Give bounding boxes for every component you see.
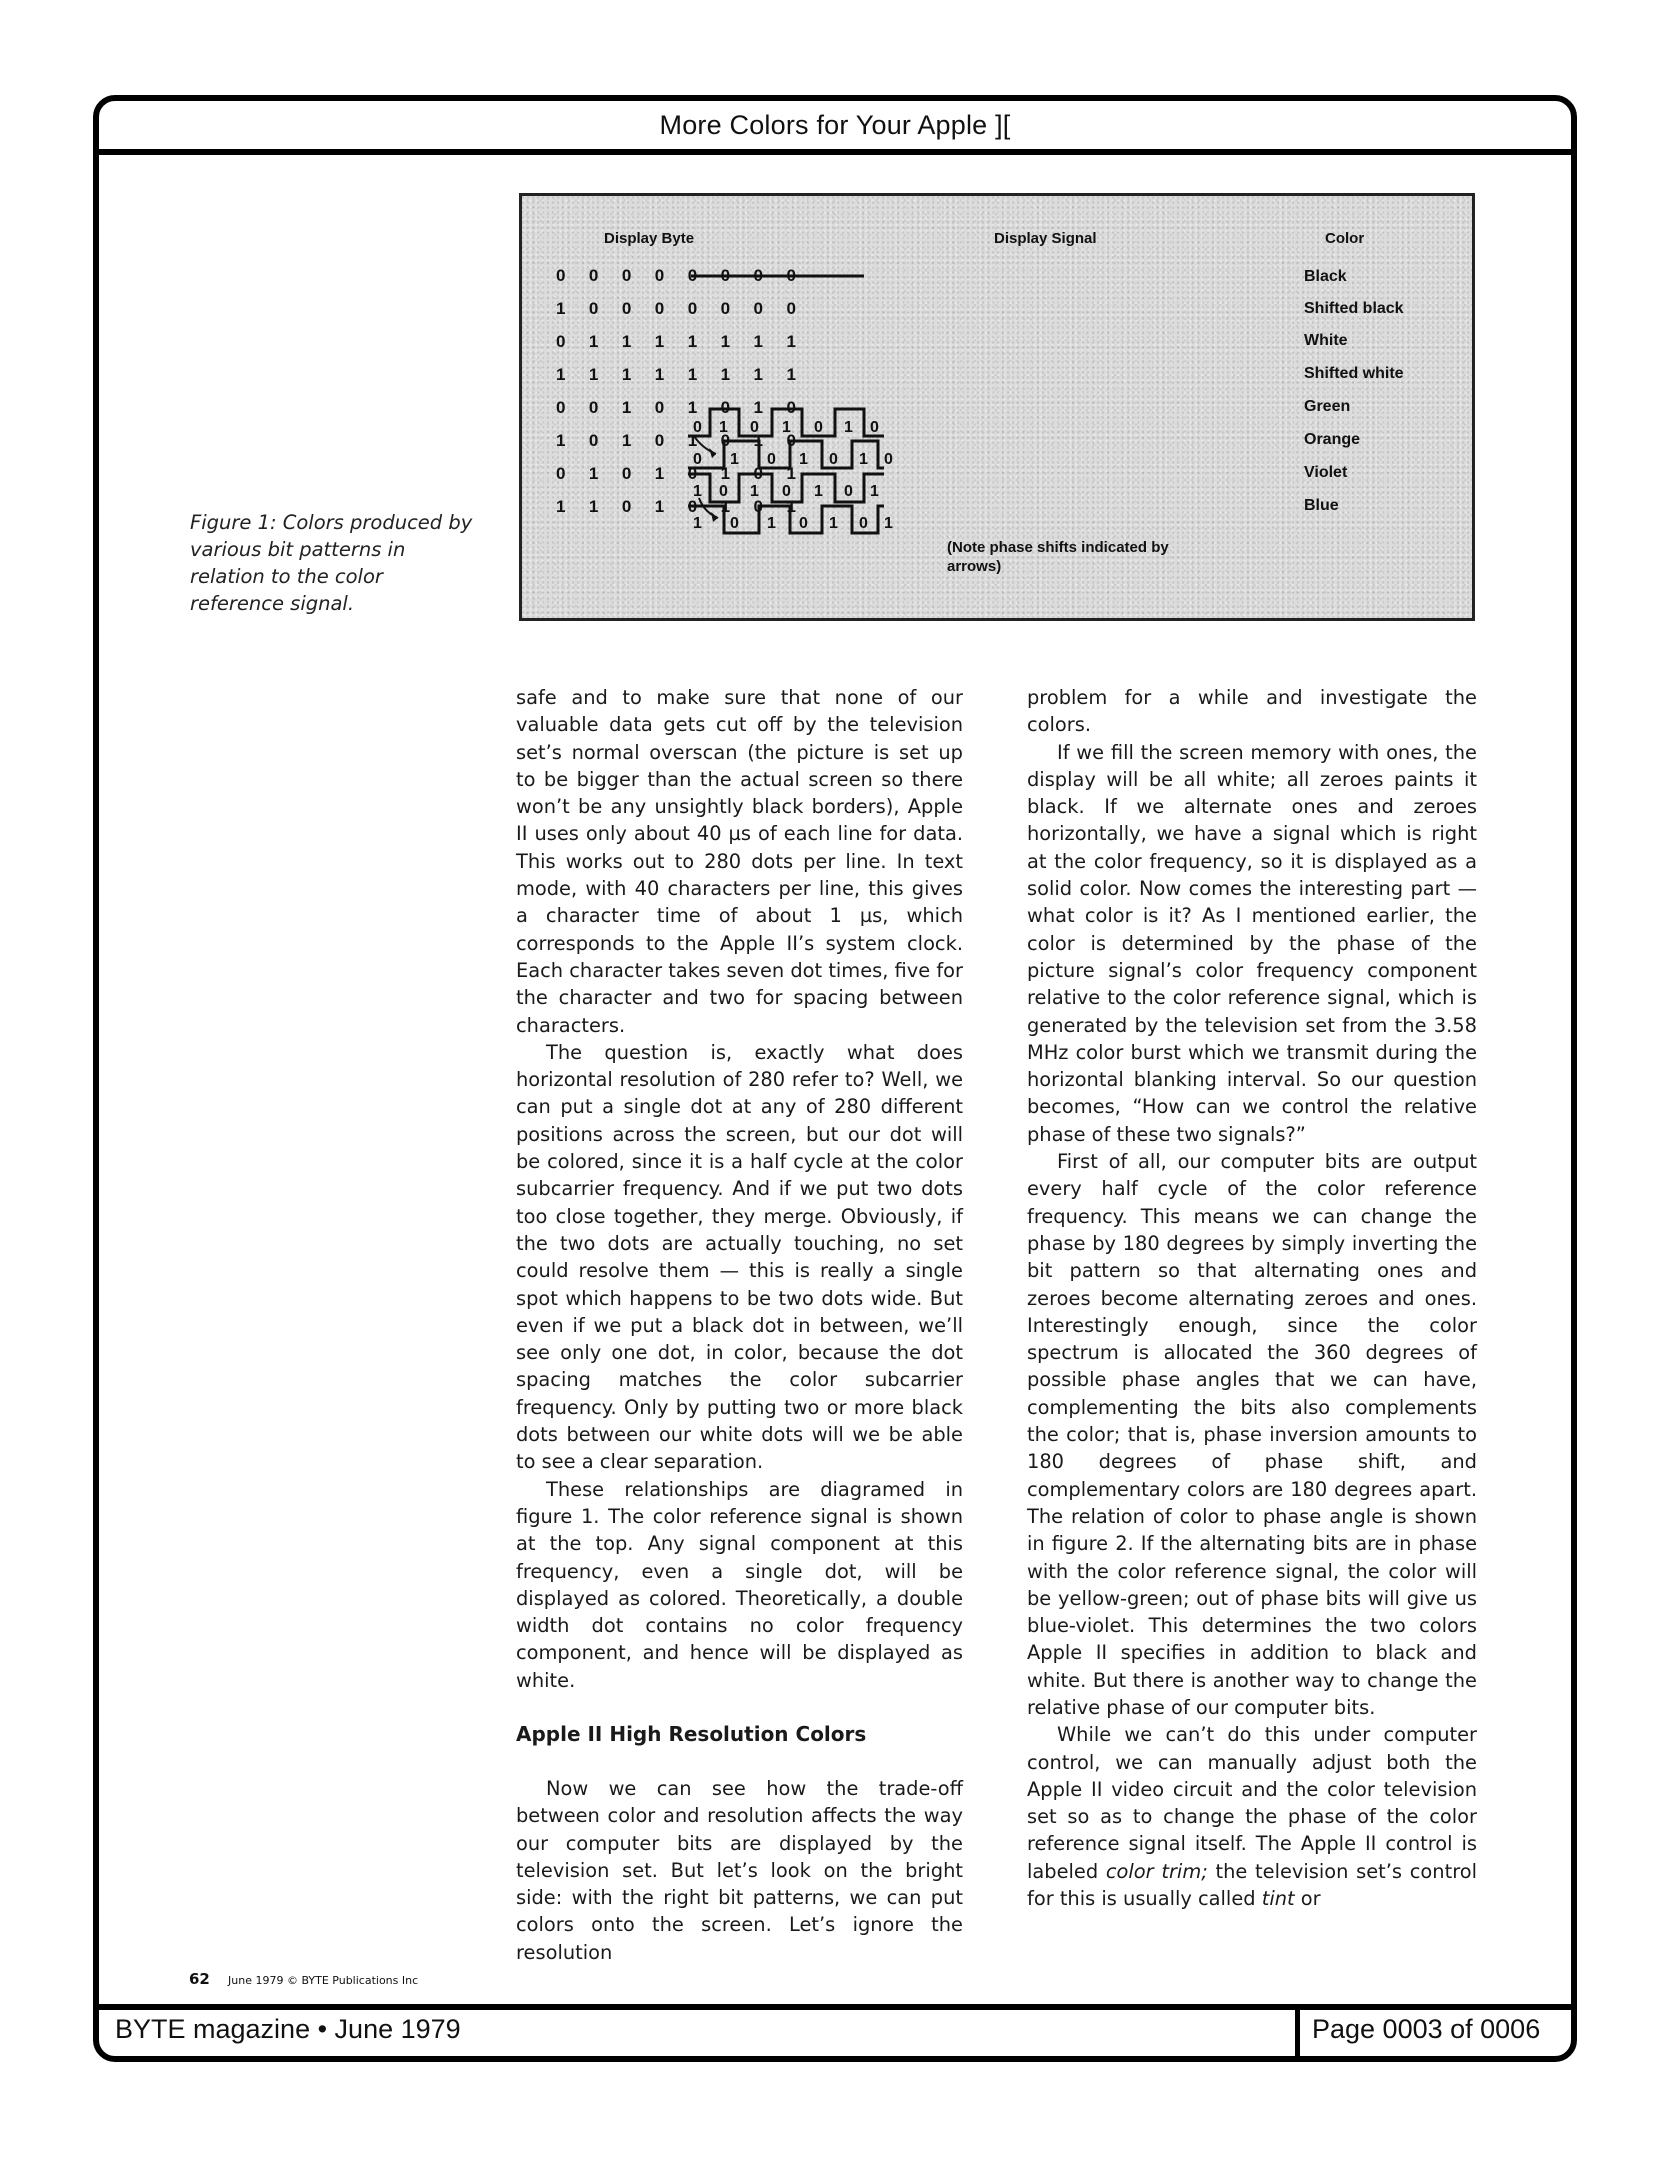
color-label-shifted-black: Shifted black xyxy=(1304,300,1404,317)
svg-text:1: 1 xyxy=(767,515,776,532)
paragraph: problem for a while and investigate the colors. xyxy=(1027,686,1477,737)
bit-row: 1 0 1 0 1 0 1 0 xyxy=(556,431,796,450)
svg-text:0: 0 xyxy=(693,419,702,436)
bit-row: 0 0 0 0 0 0 0 0 xyxy=(556,266,796,285)
paragraph: Now we can see how the trade-off between color and resolution affects the way our computer bits are displayed by the television set. But let’s look on the bright side: with the right bit patterns, we can put colors onto the screen. Let’s ignore the resolution xyxy=(516,1776,963,1964)
paragraph: safe and to make sure that none of our valuable data gets cut off by the television set’s normal overscan (the picture is set up to be bigger than the actual screen so there won’t be any unsightly black borders), Apple II uses only about 40 µs of each line for data. This works out to 280 dots per line. In text mode, with 40 characters per line, this gives a character time of about 1 µs, which corresponds to the Apple II’s system clock. Each character takes seven dot times, five for the character and two for spacing between characters. xyxy=(516,686,963,1037)
svg-text:0: 0 xyxy=(814,419,823,436)
figure-1 xyxy=(519,193,1475,621)
svg-text:1: 1 xyxy=(750,483,759,500)
header-band xyxy=(99,101,1571,155)
svg-text:0: 0 xyxy=(844,483,853,500)
publication-label: BYTE magazine • June 1979 xyxy=(115,2014,461,2044)
svg-text:0: 0 xyxy=(693,451,702,468)
page-indicator: Page 0003 of 0006 xyxy=(1312,2014,1541,2044)
bit-row: 1 1 1 1 1 1 1 1 xyxy=(556,365,796,384)
figure-note: (Note phase shifts indicated by arrows) xyxy=(947,539,1169,575)
color-label-blue: Blue xyxy=(1304,497,1339,514)
svg-text:1: 1 xyxy=(859,451,868,468)
footer-band xyxy=(99,2004,1571,2056)
svg-text:0: 0 xyxy=(870,419,879,436)
svg-text:1: 1 xyxy=(844,419,853,436)
folio xyxy=(189,1970,418,1988)
svg-text:0: 0 xyxy=(859,515,868,532)
svg-text:1: 1 xyxy=(829,515,838,532)
bit-row: 1 1 0 1 0 1 0 1 xyxy=(556,497,796,516)
svg-text:0: 0 xyxy=(782,483,791,500)
svg-text:1: 1 xyxy=(719,419,728,436)
svg-text:0: 0 xyxy=(719,483,728,500)
copyright-credit: June 1979 © BYTE Publications Inc xyxy=(228,1974,419,1987)
figure-header-display-signal: Display Signal xyxy=(994,230,1097,247)
paragraph: If we fill the screen memory with ones, the display will be all white; all zeroes paints it black. If we alternate ones and zeroes horizontally, we have a signal which is right at the color frequency, so it is displayed as a solid color. Now comes the interesting part — what color is it? As I mentioned earlier, the color is determined by the phase of the picture signal’s color frequency component relative to the color reference signal, which is generated by the television set from the 3.58 MHz color burst which we transmit during the horizontal blanking interval. So our question becomes, “How can we control the relative phase of these two signals?” xyxy=(1027,740,1477,1146)
svg-text:0: 0 xyxy=(767,451,776,468)
article-column-left xyxy=(516,684,963,1966)
bit-row: 0 1 0 1 0 1 0 1 xyxy=(556,464,796,483)
svg-text:1: 1 xyxy=(693,483,702,500)
footer-divider xyxy=(1295,2010,1300,2056)
figure-header-color: Color xyxy=(1325,230,1365,247)
svg-text:1: 1 xyxy=(693,515,702,532)
section-heading: Apple II High Resolution Colors xyxy=(516,1721,867,1746)
page-number: 62 xyxy=(189,1970,210,1988)
color-label-black: Black xyxy=(1304,268,1347,285)
svg-text:1: 1 xyxy=(782,419,791,436)
svg-text:0: 0 xyxy=(799,515,808,532)
paragraph: First of all, our computer bits are output every half cycle of the color reference frequency. This means we can change the phase by 180 degrees by simply inverting the bit pattern so that alternating ones and zeroes become alternating zeroes and ones. Interestingly enough, since the color spectrum is allocated the 360 degrees of possible phase angles that we can have, complementing the bits also complements the color; that is, phase inversion amounts to 180 degrees of phase shift, and complementary colors are 180 degrees apart. The relation of color to phase angle is shown in figure 2. If the alternating bits are in phase with the color reference signal, the color will be yellow-green; out of phase bits will give us blue-violet. This determines the two colors Apple II specifies in addition to black and white. But there is another way to change the relative phase of our computer bits. xyxy=(1027,1150,1477,1719)
svg-text:1: 1 xyxy=(884,515,893,532)
svg-text:0: 0 xyxy=(750,419,759,436)
bit-row: 0 0 1 0 1 0 1 0 xyxy=(556,398,796,417)
color-label-green: Green xyxy=(1304,398,1351,415)
paragraph: The question is, exactly what does horizontal resolution of 280 refer to? Well, we can put a single dot at any of 280 different positions across the screen, but our dot will be colored, since it is a half cycle at the color subcarrier frequency. And if we put two dots too close together, they merge. Obviously, if the two dots are actually touching, no set could resolve them — this is really a single spot which happens to be two dots wide. But even if we put a black dot in between, we’ll see only one dot, in color, because the dot spacing matches the color subcarrier frequency. Only by putting two or more black dots between our white dots will we be able to see a clear separation. xyxy=(516,1040,963,1474)
svg-text:1: 1 xyxy=(870,483,879,500)
figure-header-display-byte: Display Byte xyxy=(604,230,695,247)
article-column-right xyxy=(1027,684,1477,1912)
paragraph: While we can’t do this under computer control, we can manually adjust both the Apple II video circuit and the color television set so as to change the phase of the color reference signal itself. The Apple II control is labeled color trim; the television set’s control for this is usually called tint or xyxy=(1027,1723,1477,1911)
svg-text:1: 1 xyxy=(799,451,808,468)
color-label-orange: Orange xyxy=(1304,431,1361,448)
bit-row: 1 0 0 0 0 0 0 0 xyxy=(556,299,796,318)
color-label-shifted-white: Shifted white xyxy=(1304,365,1404,382)
emphasis-tint: tint xyxy=(1261,1887,1295,1911)
svg-text:0: 0 xyxy=(884,451,893,468)
figure-caption: Figure 1: Colors produced by various bit patterns in relation to the color reference signal. xyxy=(190,511,473,615)
svg-text:0: 0 xyxy=(829,451,838,468)
svg-text:0: 0 xyxy=(730,515,739,532)
svg-text:1: 1 xyxy=(814,483,823,500)
svg-text:1: 1 xyxy=(730,451,739,468)
color-label-white: White xyxy=(1304,332,1348,349)
article-title: More Colors for Your Apple ][ xyxy=(659,109,1011,140)
paragraph: These relationships are diagramed in figure 1. The color reference signal is shown at the top. Any signal component at this frequency, even a single dot, will be displayed as colored. Theoretically, a double width dot contains no color frequency component, and hence will be displayed as white. xyxy=(516,1477,963,1692)
color-label-violet: Violet xyxy=(1304,464,1348,481)
emphasis-color-trim: color trim; xyxy=(1105,1859,1208,1883)
bit-row: 0 1 1 1 1 1 1 1 xyxy=(556,332,796,351)
